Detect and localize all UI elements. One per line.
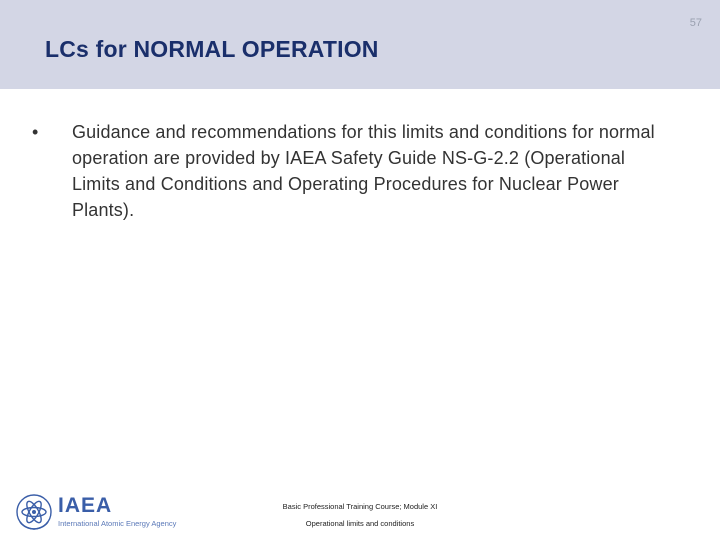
logo-name: IAEA: [58, 494, 113, 517]
slide-number: 57: [689, 17, 702, 29]
iaea-logo: [14, 492, 184, 532]
footer-topic: Operational limits and conditions: [305, 519, 415, 528]
bullet-marker: •: [32, 122, 39, 142]
slide-content: [32, 119, 672, 223]
footer-course: Basic Professional Training Course; Module XI: [282, 502, 438, 511]
bullet-item: [32, 119, 672, 223]
bullet-text: Guidance and recommendations for this limits and conditions for normal operation are provided by IAEA Safety Guide NS-G-2.2 (Operational Limits and Conditions and Operating Procedures for Nuclear Power Plants).: [72, 122, 655, 220]
slide-title: LCs for NORMAL OPERATION: [45, 36, 379, 62]
logo-subtitle: International Atomic Energy Agency: [58, 519, 177, 528]
atom-emblem-icon: [14, 492, 54, 532]
title-banner: [0, 0, 720, 89]
